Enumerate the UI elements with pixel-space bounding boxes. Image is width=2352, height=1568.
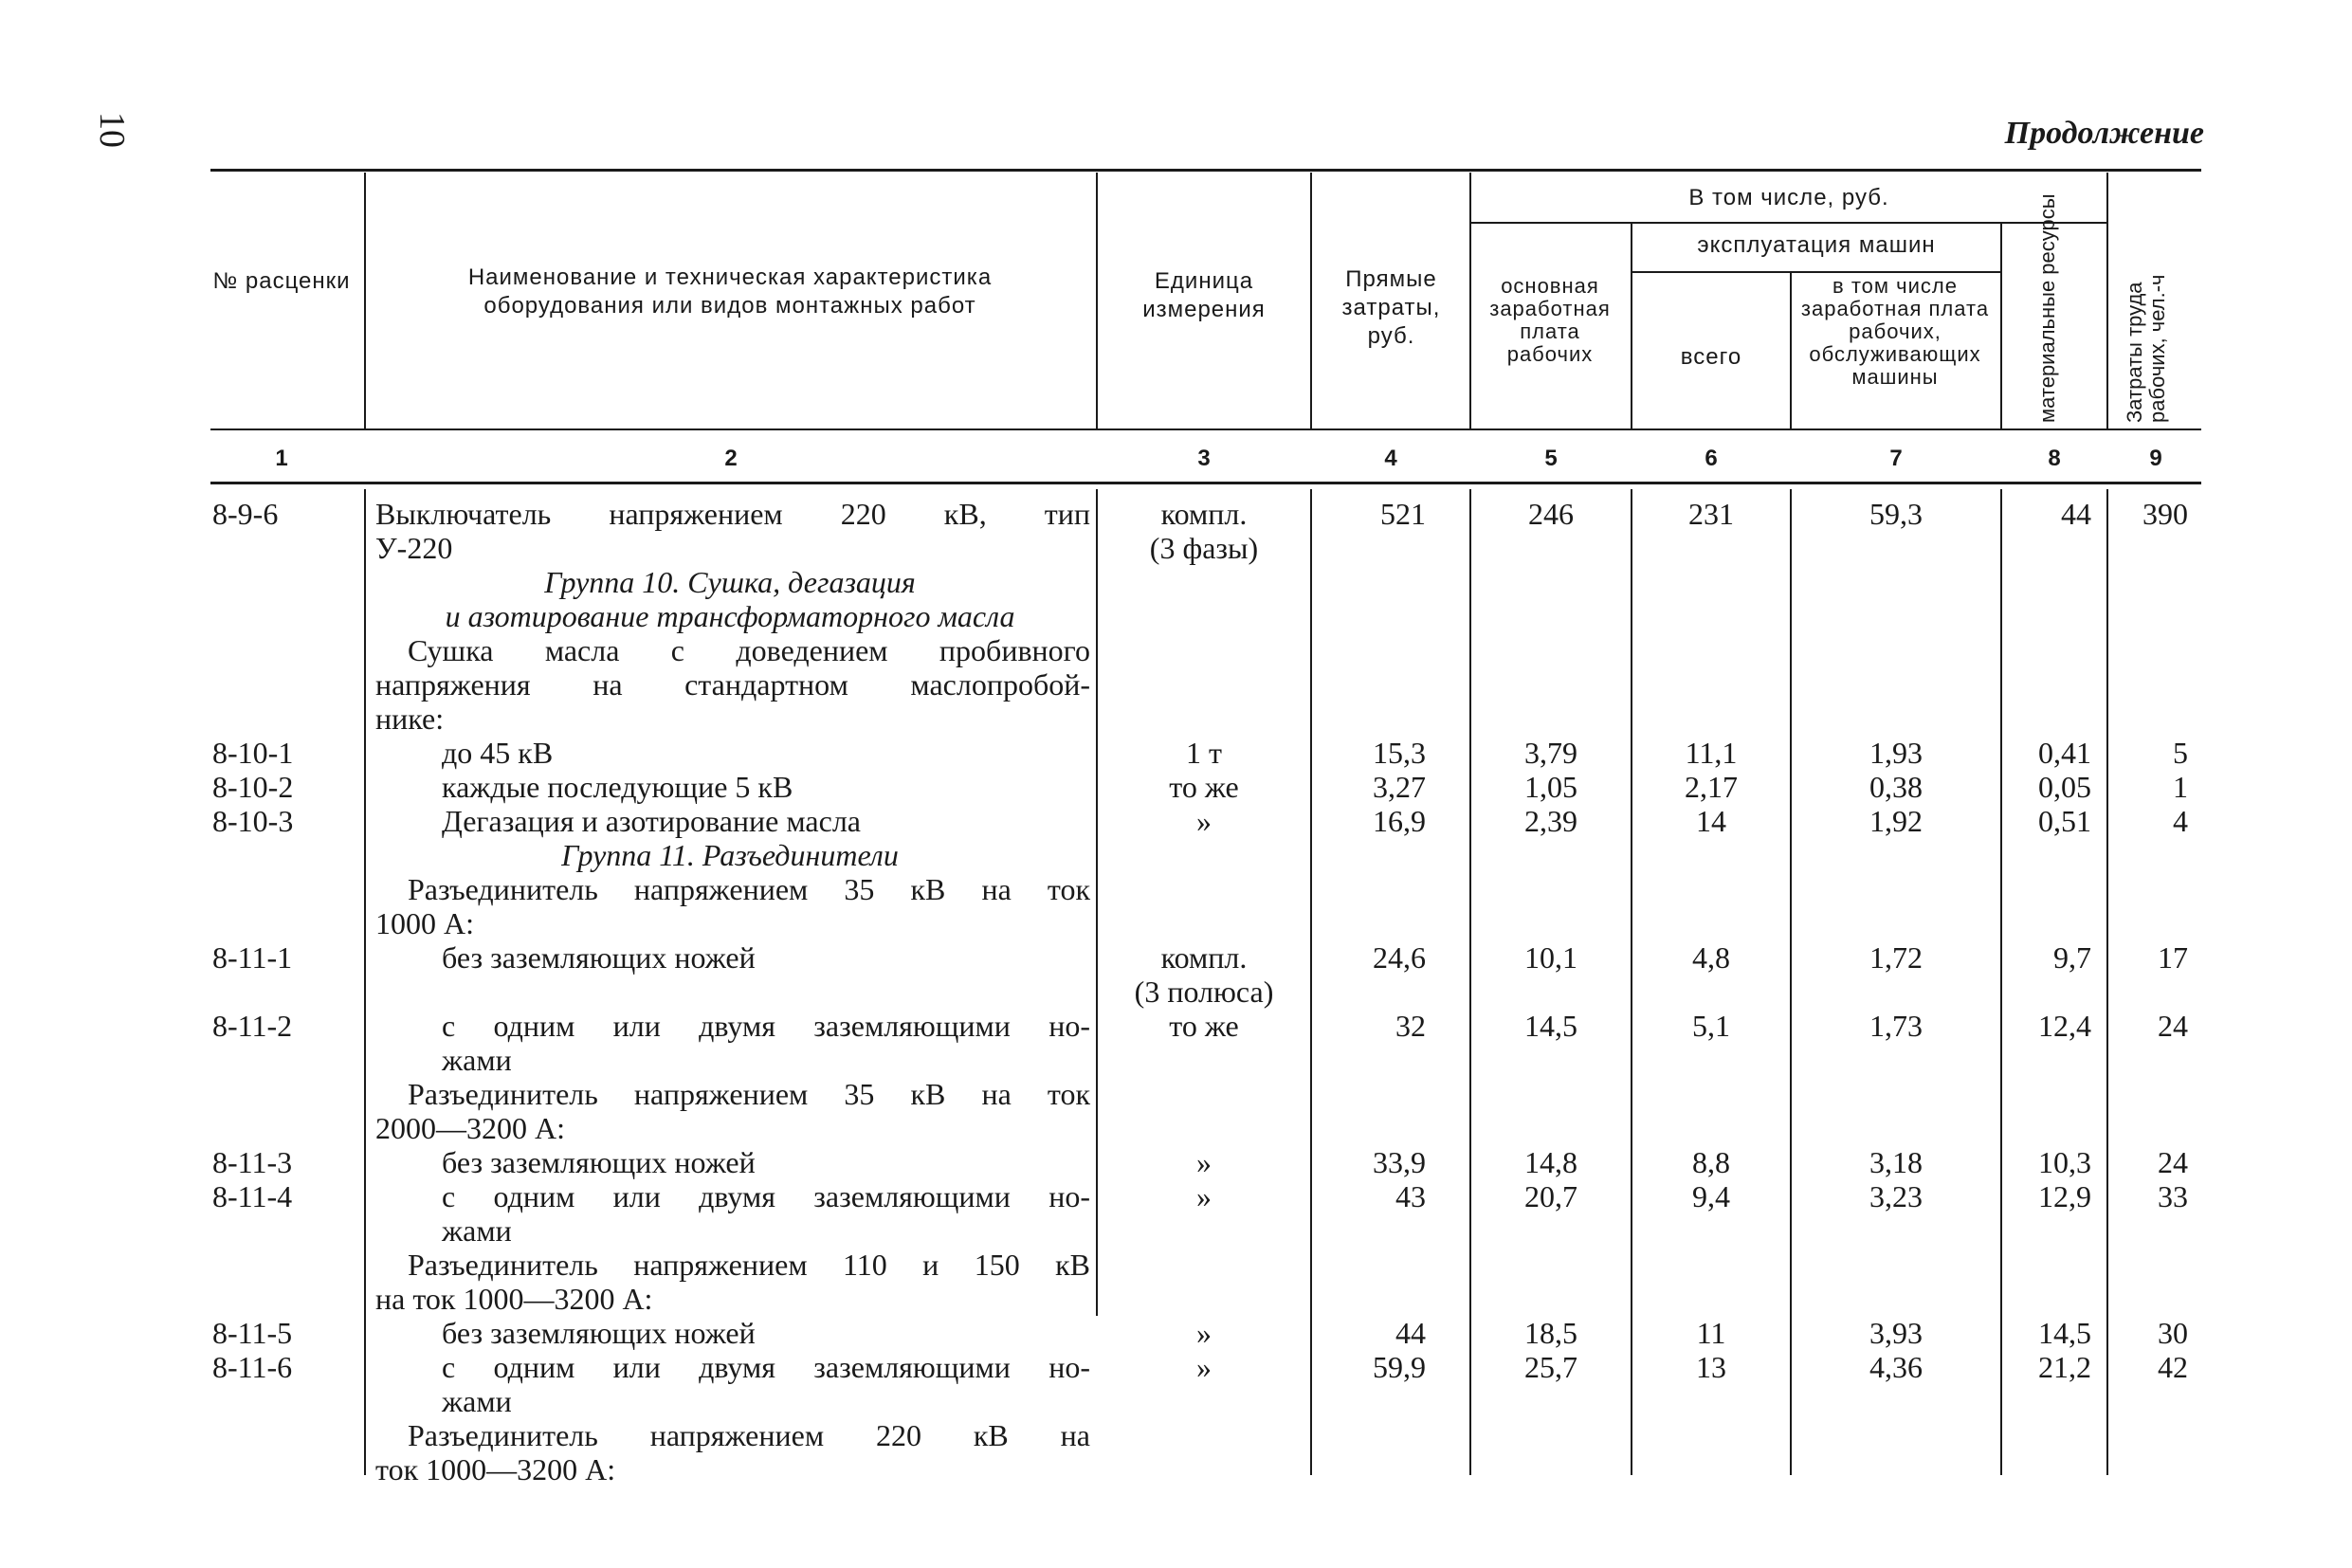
header-base-wage: основная заработная плата рабочих	[1489, 274, 1611, 366]
header-divider	[2000, 224, 2002, 430]
rate-code: 8-10-3	[212, 804, 294, 838]
machine-total: 13	[1696, 1350, 1726, 1384]
header-machine-wage: в том числе заработная плата рабочих, обслуживающих машины	[1800, 274, 1990, 389]
item-description: Разъединитель напряжением 110 и 150 кВ	[408, 1248, 1090, 1282]
materials: 12,4	[2038, 1009, 2091, 1043]
header-direct-costs: Прямые затраты, руб.	[1341, 266, 1441, 349]
header-divider	[364, 173, 366, 430]
machine-wage: 3,93	[1869, 1316, 1923, 1350]
machine-wage: 1,92	[1869, 804, 1923, 838]
item-description: напряжения на стандартном маслопробой-	[375, 667, 1090, 702]
unit: »	[1196, 1316, 1212, 1350]
machine-wage: 1,93	[1869, 736, 1923, 770]
machine-total: 14	[1696, 804, 1726, 838]
column-number: 5	[1544, 446, 1558, 471]
rate-code: 8-11-2	[212, 1009, 293, 1043]
item-description: Разъединитель напряжением 35 кВ на ток	[408, 872, 1090, 906]
item-description: 1000 А:	[375, 906, 474, 940]
machine-wage: 3,18	[1869, 1145, 1923, 1179]
item-name: без заземляющих ножей	[442, 940, 756, 975]
item-name: с одним или двумя заземляющими но-	[442, 1009, 1090, 1043]
materials: 0,41	[2038, 736, 2091, 770]
base-wage: 20,7	[1524, 1179, 1577, 1213]
header-code: № расценки	[212, 268, 351, 294]
machine-total: 231	[1688, 497, 1734, 531]
unit: »	[1196, 1179, 1212, 1213]
rate-code: 8-11-6	[212, 1350, 293, 1384]
labor: 33	[2158, 1179, 2188, 1213]
item-name: с одним или двумя заземляющими но-	[442, 1350, 1090, 1384]
unit: компл.	[1160, 497, 1248, 531]
header-divider	[1310, 173, 1312, 430]
materials: 0,51	[2038, 804, 2091, 838]
machine-total: 4,8	[1692, 940, 1730, 975]
header-divider	[1790, 273, 1792, 430]
page-number: 10	[92, 112, 132, 148]
rate-code: 8-10-1	[212, 736, 294, 770]
base-wage: 10,1	[1524, 940, 1577, 975]
direct-costs: 44	[1395, 1316, 1426, 1350]
machine-wage: 3,23	[1869, 1179, 1923, 1213]
materials: 21,2	[2038, 1350, 2091, 1384]
item-description: ток 1000—3200 А:	[375, 1452, 616, 1486]
materials: 0,05	[2038, 770, 2091, 804]
item-name: Дегазация и азотирование масла	[442, 804, 861, 838]
direct-costs: 33,9	[1373, 1145, 1426, 1179]
materials: 12,9	[2038, 1179, 2091, 1213]
materials: 9,7	[2053, 940, 2091, 975]
column-number: 9	[2149, 446, 2162, 471]
materials: 14,5	[2038, 1316, 2091, 1350]
direct-costs: 16,9	[1373, 804, 1426, 838]
unit: (3 фазы)	[1149, 531, 1259, 565]
header-labor: Затраты труда рабочих, чел.-ч	[2123, 274, 2169, 423]
table-top-rule	[210, 169, 2201, 172]
machine-wage: 0,38	[1869, 770, 1923, 804]
group-heading: Группа 11. Разъединители	[561, 838, 899, 872]
column-number: 4	[1384, 446, 1397, 471]
unit: 1 т	[1186, 736, 1222, 770]
rate-code: 8-11-1	[212, 940, 293, 975]
column-number: 3	[1197, 446, 1211, 471]
direct-costs: 15,3	[1373, 736, 1426, 770]
direct-costs: 43	[1395, 1179, 1426, 1213]
unit: то же	[1169, 770, 1239, 804]
direct-costs: 3,27	[1373, 770, 1426, 804]
base-wage: 25,7	[1524, 1350, 1577, 1384]
materials: 10,3	[2038, 1145, 2091, 1179]
column-number: 1	[275, 446, 288, 471]
base-wage: 14,5	[1524, 1009, 1577, 1043]
item-description: нике:	[375, 702, 445, 736]
labor: 390	[2142, 497, 2188, 531]
machine-total: 8,8	[1692, 1145, 1730, 1179]
rate-code: 8-10-2	[212, 770, 294, 804]
group-heading: и азотирование трансформаторного масла	[445, 599, 1015, 633]
base-wage: 246	[1528, 497, 1574, 531]
base-wage: 2,39	[1524, 804, 1577, 838]
column-number: 6	[1705, 446, 1718, 471]
header-including: В том числе, руб.	[1688, 185, 1889, 210]
header-unit: Единица измерения	[1142, 268, 1266, 322]
labor: 1	[2173, 770, 2188, 804]
item-name: Выключатель напряжением 220 кВ, тип	[375, 497, 1090, 531]
column-number: 8	[2048, 446, 2061, 471]
header-subrule	[1632, 271, 2000, 273]
base-wage: 1,05	[1524, 770, 1577, 804]
item-description: Разъединитель напряжением 35 кВ на ток	[408, 1077, 1090, 1111]
header-bottom-rule	[210, 428, 2201, 430]
rate-code: 8-9-6	[212, 497, 279, 531]
labor: 30	[2158, 1316, 2188, 1350]
machine-wage: 4,36	[1869, 1350, 1923, 1384]
item-name: до 45 кВ	[442, 736, 554, 770]
labor: 24	[2158, 1145, 2188, 1179]
item-name: каждые последующие 5 кВ	[442, 770, 793, 804]
direct-costs: 59,9	[1373, 1350, 1426, 1384]
item-name: с одним или двумя заземляющими но-	[442, 1179, 1090, 1213]
column-number: 7	[1889, 446, 1903, 471]
item-name: жами	[442, 1213, 512, 1248]
labor: 24	[2158, 1009, 2188, 1043]
unit: »	[1196, 804, 1212, 838]
labor: 17	[2158, 940, 2188, 975]
machine-wage: 1,73	[1869, 1009, 1923, 1043]
labor: 5	[2173, 736, 2188, 770]
labor: 42	[2158, 1350, 2188, 1384]
body-divider	[364, 489, 366, 1475]
column-number: 2	[724, 446, 738, 471]
rate-code: 8-11-3	[212, 1145, 293, 1179]
machine-total: 9,4	[1692, 1179, 1730, 1213]
item-name: без заземляющих ножей	[442, 1316, 756, 1350]
direct-costs: 24,6	[1373, 940, 1426, 975]
item-description: на ток 1000—3200 А:	[375, 1282, 653, 1316]
unit: »	[1196, 1145, 1212, 1179]
direct-costs: 32	[1395, 1009, 1426, 1043]
item-description: Сушка масла с доведением пробивного	[408, 633, 1090, 667]
direct-costs: 521	[1380, 497, 1426, 531]
body-divider	[1096, 489, 1098, 1316]
machine-total: 5,1	[1692, 1009, 1730, 1043]
header-materials: материальные ресурсы	[2035, 193, 2059, 423]
continuation-label: Продолжение	[2004, 116, 2204, 151]
item-name: жами	[442, 1384, 512, 1418]
machine-total: 11	[1696, 1316, 1726, 1350]
item-description: Разъединитель напряжением 220 кВ на	[408, 1418, 1090, 1452]
unit: (3 полюса)	[1134, 975, 1274, 1009]
base-wage: 18,5	[1524, 1316, 1577, 1350]
unit: »	[1196, 1350, 1212, 1384]
item-description: 2000—3200 А:	[375, 1111, 565, 1145]
base-wage: 3,79	[1524, 736, 1577, 770]
unit: компл.	[1160, 940, 1248, 975]
item-name: жами	[442, 1043, 512, 1077]
rate-code: 8-11-4	[212, 1179, 293, 1213]
header-name: Наименование и техническая характеристика оборудования или видов монтажных работ	[467, 264, 993, 319]
base-wage: 14,8	[1524, 1145, 1577, 1179]
machine-total: 11,1	[1685, 736, 1738, 770]
item-name: без заземляющих ножей	[442, 1145, 756, 1179]
unit: то же	[1169, 1009, 1239, 1043]
materials: 44	[2061, 497, 2091, 531]
machine-wage: 59,3	[1869, 497, 1923, 531]
item-name: У-220	[375, 531, 453, 565]
machine-total: 2,17	[1685, 770, 1738, 804]
machine-wage: 1,72	[1869, 940, 1923, 975]
labor: 4	[2173, 804, 2188, 838]
header-divider	[1096, 173, 1098, 430]
rate-code: 8-11-5	[212, 1316, 293, 1350]
header-subrule	[1471, 222, 2106, 224]
numbers-bottom-rule	[210, 482, 2201, 484]
header-machine-operation: эксплуатация машин	[1697, 232, 1936, 258]
group-heading: Группа 10. Сушка, дегазация	[544, 565, 916, 599]
header-machine-total: всего	[1680, 344, 1742, 370]
header-divider	[2106, 173, 2108, 430]
